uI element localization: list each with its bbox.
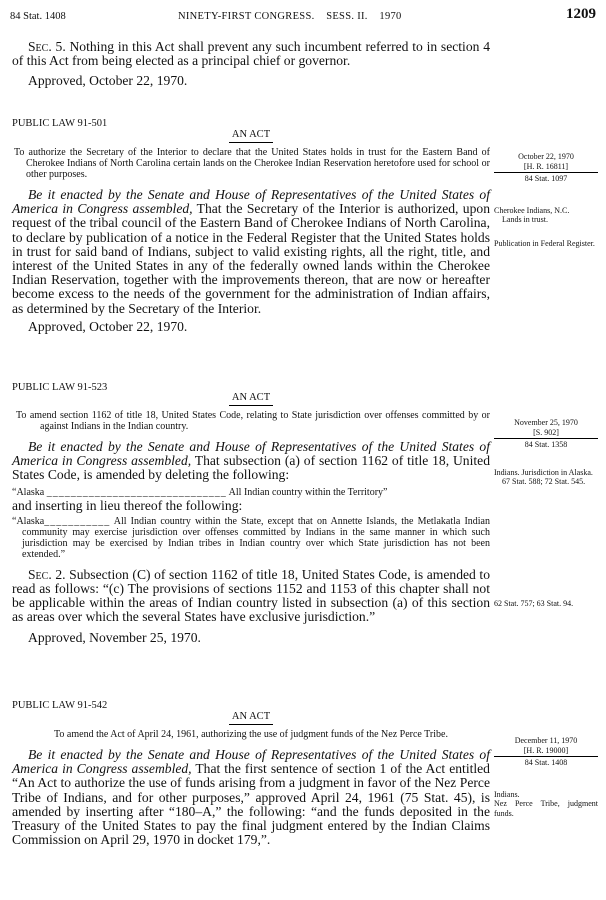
act-purpose: To amend section 1162 of title 18, United States Code, relating to State jurisdiction over offenses committed by or against Indians in the Indian country. <box>16 410 490 432</box>
deleted-text-quote <box>12 487 490 498</box>
quote-leader: ___________ <box>44 515 111 527</box>
inserted-text-quote <box>12 516 490 560</box>
quote-state: “Alaska <box>12 486 45 498</box>
bill-date: November 25, 1970 <box>514 418 578 427</box>
enacting-body: That the first sentence of section 1 of the Act entitled “An Act to authorize the use of funds arising from a judgment in favor of the Nez Perce Tribe of Indians, and for other purposes,” approved April 24, 1961 (75 Stat. 45), is amended by inserting after “180–A,” the following: “and the funds deposited in the Treasury of the United States to pay the final judgment entered by the Indian Claims Commission on April 29, 1970 in docket 179,”. <box>12 761 490 848</box>
quote-text: All Indian country within the Territory” <box>228 486 388 498</box>
enacting-clause <box>12 440 490 483</box>
margin-note-subject: Cherokee Indians, N.C. <box>494 205 570 215</box>
public-law-91-542 <box>12 700 490 847</box>
bill-date: December 11, 1970 <box>514 736 578 745</box>
quote-text: All Indian country within the State, except that on Annette Islands, the Metlakatla Indian community may exercise jurisdiction over offenses committed by Indians in the same manner in which such jurisdiction may be exercised by Indian tribes in Indian country over which State jurisdiction has not been extended.” <box>22 515 490 560</box>
header-stat-citation: 84 Stat. 1408 <box>10 11 66 22</box>
margin-note-subject: Indians. <box>494 789 520 799</box>
enacting-clause <box>12 748 490 847</box>
act-heading: AN ACT <box>231 711 271 722</box>
section-5-body: 5. Nothing in this Act shall prevent any such incumbent referred to in section 4 of this Act from being elected as a principal chief or governor. <box>12 39 490 69</box>
section-2-text <box>12 568 490 625</box>
bill-number: [H. R. 16811] <box>523 161 569 171</box>
public-law-title: PUBLIC LAW 91-542 <box>12 700 108 711</box>
section-5-text <box>12 40 490 68</box>
act-heading: AN ACT <box>231 129 271 140</box>
enacting-formula: Be it enacted by the Senate and House of Representatives of the United States of America in Congress assembled, <box>12 747 490 777</box>
act-purpose: To authorize the Secretary of the Interior to declare that the United States holds in trust for the Eastern Band of Cherokee Indians of North Carolina certain lands on the Cherokee Indian Reservation heretofore used for school or other purposes. <box>14 147 490 180</box>
enacting-formula: Be it enacted by the Senate and House of Representatives of the United States of America in Congress assembled, <box>12 439 490 469</box>
margin-note-citation: 67 Stat. 588; 72 Stat. 545. <box>502 477 586 486</box>
public-law-title: PUBLIC LAW 91-501 <box>12 118 108 129</box>
page-number: 1209 <box>566 6 596 22</box>
enacting-body: That the Secretary of the Interior is authorized, upon request of the tribal council of the Eastern Band of Cherokee Indians of North Carolina, to declare by publication of a notice in the Federal Register that the United States holds in trust for said band of Indians, subject to valid existing rights, all the right, title, and interest of the United States in any of the federally owned lands within the Cherokee Indian Reservation, together with the improvements thereon, that are now or hereafter become excess to the needs of the government for the administration of Indian affairs, as determined by the Secretary of the Interior. <box>12 201 490 316</box>
public-law-91-501 <box>12 118 490 334</box>
margin-note-citation-2: 62 Stat. 757; 63 Stat. 94. <box>494 598 574 608</box>
running-header <box>10 6 596 26</box>
section-label: Sec. <box>28 566 52 582</box>
enacting-clause <box>12 188 490 316</box>
act-heading: AN ACT <box>231 392 271 403</box>
margin-notes-91-523 <box>494 418 598 608</box>
margin-rule <box>494 438 598 439</box>
inserting-line: and inserting in lieu thereof the following: <box>12 497 243 513</box>
margin-notes-91-542 <box>494 736 598 818</box>
public-law-91-523 <box>12 382 490 645</box>
stat-citation: 84 Stat. 1358 <box>524 440 568 449</box>
enacting-formula: Be it enacted by the Senate and House of Representatives of the United States of America in Congress assembled, <box>12 187 490 217</box>
section-label: Sec. <box>28 39 52 54</box>
margin-note-topic: Nez Perce Tribe, judgment funds. <box>494 799 598 818</box>
public-law-title: PUBLIC LAW 91-523 <box>12 382 108 393</box>
quote-state: “Alaska <box>12 515 45 527</box>
stat-citation: 84 Stat. 1097 <box>524 174 568 183</box>
bill-number: [S. 902] <box>533 427 559 437</box>
section-5-block <box>12 40 490 89</box>
approval-line: Approved, October 22, 1970. <box>28 73 188 89</box>
approval-line: Approved, October 22, 1970. <box>28 318 188 334</box>
header-congress-session: NINETY-FIRST CONGRESS. SESS. II. 1970 <box>178 11 402 22</box>
heading-rule <box>229 724 273 725</box>
heading-rule <box>229 142 273 143</box>
margin-note-topic: Lands in trust. <box>502 215 548 224</box>
margin-notes-91-501 <box>494 152 598 248</box>
heading-rule <box>229 405 273 406</box>
margin-rule <box>494 172 598 173</box>
stat-citation: 84 Stat. 1408 <box>524 758 568 767</box>
act-purpose: To amend the Act of April 24, 1961, authorizing the use of judgment funds of the Nez Perce Tribe. <box>54 729 448 740</box>
section-2-body: 2. Subsection (C) of section 1162 of title 18, United States Code, is amended to read as follows: “(c) The provisions of sections 1152 and 1153 of this chapter shall not be applicable within the areas of Indian country listed in subsection (a) of this section as areas over which the several States have exclusive jurisdiction.” <box>12 566 490 625</box>
margin-rule <box>494 756 598 757</box>
quote-leader: ______________________________ <box>46 486 227 498</box>
bill-number: [H. R. 19000] <box>523 745 569 755</box>
bill-date: October 22, 1970 <box>518 152 574 161</box>
margin-note-publication: Publication in Federal Register. <box>494 238 595 248</box>
margin-note-subject: Indians. Jurisdiction in Alaska. <box>494 467 593 477</box>
approval-line: Approved, November 25, 1970. <box>28 629 201 645</box>
enacting-body: That subsection (a) of section 1162 of title 18, United States Code, is amended by deleting the following: <box>12 453 490 483</box>
